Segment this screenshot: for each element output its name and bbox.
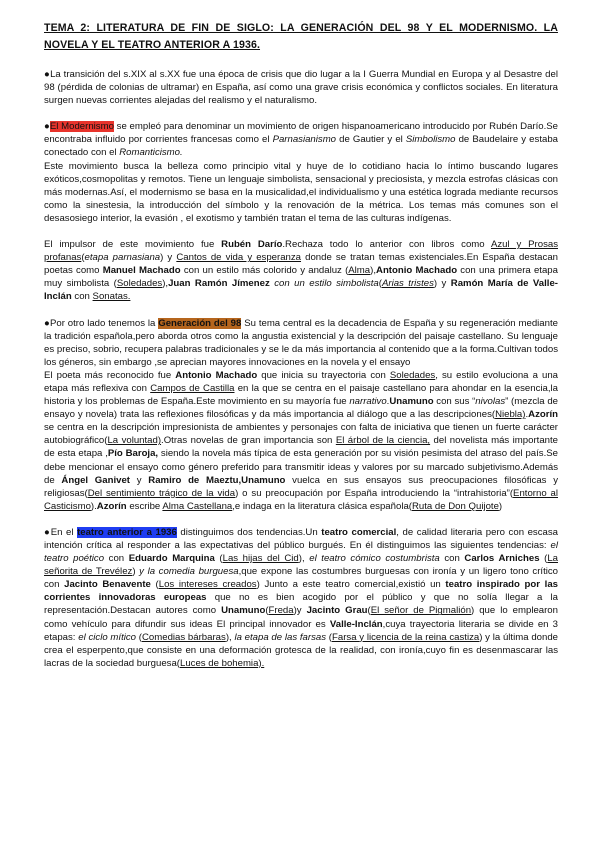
text: ( xyxy=(539,553,548,565)
author-jacinto-grau: Jacinto Grau xyxy=(306,605,368,617)
text: ( xyxy=(265,605,269,617)
teatro-paragraph xyxy=(44,526,558,670)
work-senor-de-pigmalion: El señor de Pigmalión xyxy=(370,605,472,617)
highlight-generacion-98: Generación del 98 xyxy=(158,317,242,329)
text: escribe xyxy=(126,500,163,512)
spacer xyxy=(44,513,558,526)
generacion98-paragraph xyxy=(44,317,558,369)
text: se empleó para denominar un movimiento de origen hispanoamericano introducido por Rubén Darío.Se encontraba influido por corrientes francesas como el xyxy=(44,121,559,146)
text: ( xyxy=(367,605,371,617)
text: con un estilo más colorido y andaluz ( xyxy=(180,265,349,277)
modernismo-paragraph xyxy=(44,120,558,159)
text: ( xyxy=(378,278,382,290)
work-arbol-de-la-ciencia: El árbol de la ciencia, xyxy=(335,435,431,447)
author-pio-baroja: Pío Baroja, xyxy=(107,448,159,460)
author-eduardo-marquina: Eduardo Marquina xyxy=(128,553,215,565)
term-teatro-comico: el teatro cómico costumbrista xyxy=(309,553,440,565)
work-entorno-al-casticismo: Entorno al Casticismo xyxy=(44,487,558,512)
text: vuelca en sus ensayos sus preocupaciones filosóficas y religiosas( xyxy=(44,474,558,499)
spacer xyxy=(44,304,558,317)
spacer xyxy=(44,107,558,120)
work-niebla: Niebla) xyxy=(495,409,526,421)
text: )y xyxy=(293,605,307,617)
text: , de calidad literaria pero con escasa intención crítica al responder a las expectativas del público burgués. En él distinguimos las siguientes tendencias: xyxy=(44,526,558,551)
work-ruta-de-don-quijote: Ruta de Don Quijote xyxy=(411,500,499,512)
text: con sus “ xyxy=(433,396,476,408)
author-valle-inclan: Ramón María de Valle-Inclán xyxy=(44,278,558,303)
work-alma: Alma xyxy=(348,265,371,277)
work-azul: Azul y Prosas profanas xyxy=(44,239,558,264)
spacer xyxy=(44,225,558,238)
text: del novelista más importante de esta etapa , xyxy=(44,435,558,460)
text: distinguimos dos tendencias.Un xyxy=(176,526,322,538)
author-unamuno: Unamuno xyxy=(389,396,434,408)
text: ), xyxy=(225,631,235,643)
text: ( xyxy=(326,631,332,643)
author-jacinto-benavente: Jacinto Benavente xyxy=(64,579,151,591)
text: de Baudelaire y estaba conectado con el xyxy=(44,134,558,159)
text: ( xyxy=(214,553,223,565)
text: ,e indaga en la literatura clásica española( xyxy=(232,500,412,512)
intro-paragraph: ●La transición del s.XIX al s.XX fue una época de crisis que dio lugar a la I Guerra Mundial en Europa y al Desastre del 98 (pérdida de colonias de ultramar) en España, así como una grave crisis económica y conflictos sociales. En literatura surgen nuevas corrientes alejadas del realismo y el naturalismo. xyxy=(44,69,558,107)
text: ) xyxy=(498,500,503,512)
text: Su tema central es la decadencia de España y su regeneración mediante la tradición española,pero aborda otros como la angustia existencial y la descripción del paisaje castellano. Su lenguaje es preciso, sobrio, recupera palabras tradicionales y se le da más importancia al contenido que a la forma.Cultivan todos los géneros, sin embargo ,se aprecian mayores innovaciones en la novela y el ensayo xyxy=(44,317,558,368)
text: con xyxy=(439,553,465,565)
text: ) y xyxy=(160,252,177,264)
author-juan-ramon-jimenez: Juan Ramón Jímenez xyxy=(168,278,270,290)
author-azorin: Azorín xyxy=(96,500,127,512)
term-simbolismo: Simbolismo xyxy=(405,134,456,146)
author-valle-inclan: Valle-Inclán xyxy=(329,618,383,630)
term-nivolas: nivolas xyxy=(475,396,506,408)
text: El poeta más reconocido fue xyxy=(44,369,176,381)
bullet: ● xyxy=(44,121,50,133)
text: donde se tratan temas existenciales.En España destacan poetas como xyxy=(44,252,558,277)
text: ) Junto a este teatro comercial,existió un xyxy=(256,579,446,591)
work-freda: Freda xyxy=(268,605,294,617)
page-title: TEMA 2: LITERATURA DE FIN DE SIGLO: LA GENERACIÓN DEL 98 Y EL MODERNISMO. LA NOVELA Y EL TEATRO ANTERIOR A 1936. xyxy=(44,22,558,51)
work-senorita-de-trevelez: La señorita de Trevélez xyxy=(44,553,558,578)
author-azorin: Azorín xyxy=(528,409,558,421)
text: ) y la última donde crea el esperpento,que consiste en una deformación grotesca de la realidad, con ironía,cuyo fin es desenmascarar las lacras de la sociedad burguesa( xyxy=(44,631,558,669)
work-los-intereses-creados: Los intereses creados xyxy=(158,579,257,591)
term-ciclo-mitico: el ciclo mítico xyxy=(78,631,137,643)
text: ,cuya trayectoria literaria se divide en 3 etapas: xyxy=(44,618,558,643)
text: .Otras novelas de gran importancia son xyxy=(161,435,336,447)
text: se centra en la descripción impresionista de ambientes y personajes con falta de iniciativa que tienen un fuerte carácter autobiográfico( xyxy=(44,422,558,447)
work-comedias-barbaras: Comedias bárbaras xyxy=(141,631,226,643)
author-antonio-machado: Antonio Machado xyxy=(376,265,458,277)
author-maeztu-unamuno: Ramiro de Maeztu,Unamuno xyxy=(148,474,286,486)
text: ( xyxy=(136,631,142,643)
term-teatro-poetico: el teatro poético xyxy=(44,540,558,565)
text: que inicia su trayectoria con xyxy=(257,369,390,381)
text: .Rechaza todo lo anterior con libros como xyxy=(282,239,491,251)
text: ), xyxy=(162,278,169,290)
work-campos-de-castilla: Campos de Castilla xyxy=(150,382,235,394)
text: que no es bien acogido por el público y que no solía llegar a la representación.Destacan autores como xyxy=(44,592,558,617)
highlight-modernismo: El Modernismo xyxy=(49,121,114,133)
text: con xyxy=(71,291,93,303)
text: ) xyxy=(132,566,140,578)
work-alma-castellana: Alma Castellana xyxy=(162,500,233,512)
work-las-hijas-del-cid: Las hijas del Cid xyxy=(222,553,299,565)
document-page xyxy=(44,20,558,670)
work-luces-de-bohemia: Luces de bohemia). xyxy=(180,657,265,669)
text: y xyxy=(130,474,149,486)
author-unamuno: Unamuno xyxy=(221,605,266,617)
text: El impulsor de este movimiento fue xyxy=(44,239,222,251)
work-sentimiento-tragico: Del sentimiento trágico de la vida xyxy=(87,487,236,499)
text: con una primera etapa muy simbolista ( xyxy=(44,265,558,290)
term-teatro-innovador: teatro inspirado por las corrientes innovadoras europeas xyxy=(44,579,559,604)
term-romanticismo: Romanticismo. xyxy=(119,147,183,159)
text: ●En el xyxy=(44,526,78,538)
highlight-teatro-1936: teatro anterior a 1936 xyxy=(77,526,177,538)
generacion98-authors-paragraph xyxy=(44,369,558,513)
text: ” (mezcla de ensayo y novela) trata las reflexiones filosóficas y da más importancia al diálogo que a las descripciones( xyxy=(44,396,558,421)
text: , su estilo evoluciona a una etapa más reflexiva con xyxy=(44,369,558,394)
work-cantos: Cantos de vida y esperanza xyxy=(176,252,302,264)
text: ) o su preocupación por España introduciendo la “intrahistoria”( xyxy=(235,487,514,499)
text: . xyxy=(386,396,390,408)
term-teatro-comercial: teatro comercial xyxy=(321,526,397,538)
term-estilo-simbolista: con un estilo simbolista xyxy=(269,278,379,290)
text: ) y xyxy=(433,278,451,290)
text: de Gautier y el xyxy=(336,134,406,146)
text: con xyxy=(104,553,129,565)
work-sonatas: Sonatas. xyxy=(92,291,131,303)
text: ,que expone las costumbres burguesas con ironía y un ligero tono crítico con xyxy=(44,566,558,591)
text: ( xyxy=(81,252,85,264)
author-angel-ganivet: Ángel Ganivet xyxy=(61,474,130,486)
author-carlos-arniches: Carlos Arniches xyxy=(464,553,540,565)
term-comedia-burguesa: y la comedia burguesa xyxy=(139,566,239,578)
modernismo-authors-paragraph xyxy=(44,238,558,303)
text: ●Por otro lado tenemos la xyxy=(44,317,159,329)
work-farsa-reina-castiza: Farsa y licencia de la reina castiza xyxy=(332,631,480,643)
text: ). xyxy=(90,500,97,512)
text: en la que se centra en el paisaje castellano para ahondar en la esencia,la historia y los problemas de España.Este movimiento en su mayoría fue xyxy=(44,382,558,408)
work-la-voluntad: La voluntad) xyxy=(107,435,162,447)
text: ), xyxy=(298,553,310,565)
term-narrativo: narrativo xyxy=(349,396,387,408)
text: ( xyxy=(150,579,159,591)
text: ), xyxy=(370,265,377,277)
author-ruben-dario: Rubén Darío xyxy=(221,239,283,251)
term-parnasianismo: Parnasianismo xyxy=(272,134,337,146)
text: siendo la novela más típica de esta generación por su visión pesimista del atraso del país.Se debe mencionar el ensayo como género preferido para transmitir ideas y valores por su marcado subjetivismo.Además de xyxy=(44,448,558,486)
work-soledades: Soledades xyxy=(116,278,163,290)
text: ) que lo emplearon como vehículo para difundir sus ideas El principal innovador es xyxy=(44,605,558,630)
work-soledades: Soledades xyxy=(389,369,436,381)
modernismo-description: Este movimiento busca la belleza como principio vital y huye de lo cotidiano hacia lo íntimo buscando lugares exóticos,cosmopolitas y remotos. Tiene un lenguaje simbolista, sensacional y preciosista, y mezcla estrofas clásicas con más modernas.Así, el modernismo se basa en la musicalidad,el individualismo y una estética lograda mediante recursos como la sinestesia, la introducción del símbolo y la renovación de la métrica. Los temas más comunes son el desasosiego interior, la evasión , el exotismo y también tratan el tema de las culturas indígenas. xyxy=(44,160,558,224)
term-etapa-farsas: la etapa de las farsas xyxy=(234,631,327,643)
term-etapa-parnasiana: etapa parnasiana xyxy=(84,252,161,264)
text: . xyxy=(525,409,529,421)
author-manuel-machado: Manuel Machado xyxy=(102,265,181,277)
author-antonio-machado: Antonio Machado xyxy=(175,369,258,381)
work-arias-tristes: Arias tristes xyxy=(381,278,434,290)
